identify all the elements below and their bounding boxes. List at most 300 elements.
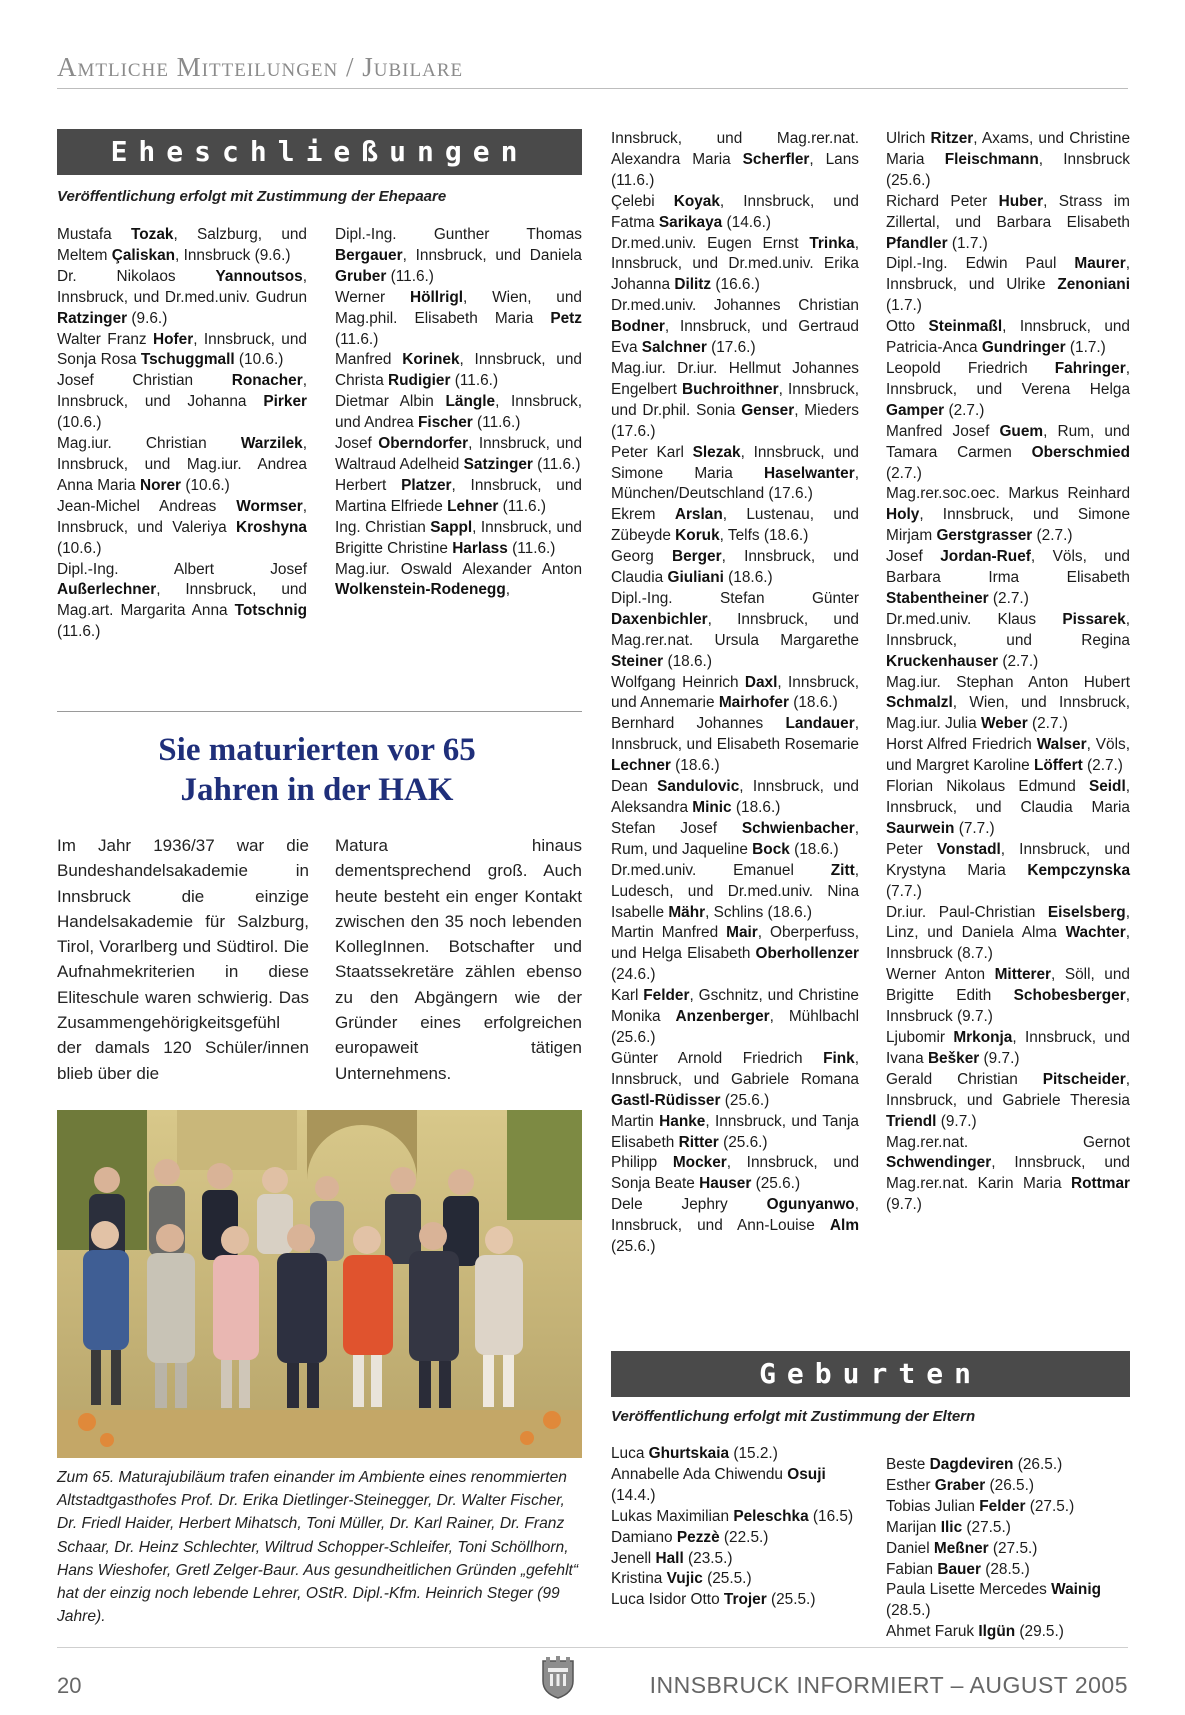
- surname: Fischer: [418, 414, 473, 432]
- group-photo-image: [57, 1110, 582, 1458]
- entry-text: , Gschnitz, und Christine Monika: [611, 987, 859, 1026]
- entry-text: Dipl.-Ing. Albert Josef: [57, 560, 307, 578]
- entry-text: Peter: [886, 840, 937, 858]
- surname: Oberndorfer: [378, 435, 469, 453]
- surname: Triendl: [886, 1112, 937, 1130]
- entry-text: (9.7.): [979, 1049, 1020, 1067]
- list-item: [611, 673, 859, 715]
- photo-caption: Zum 65. Maturajubiläum trafen einander im Ambiente eines renommierten Altstadtgasthofes Prof. Dr. Erika Dietlinger-Steinegger, Dr. Walter Fischer, Dr. Friedl Haider, Herbert Mihatsch, Toni Müller, Dr. Karl Rainer, Dr. Franz Schaar, Dr. Heinz Schlechter, Wiltrud Schopper-Schleifer, Toni Schöllhorn, Hans Wieshofer, Gretl Zelger-Baur. Aus gesundheitlichen Gründen „gefehlt“ hat der einzig noch lebende Lehrer, OStR. Dipl.-Kfm. Heinrich Steger (99 Jahre).: [57, 1469, 579, 1626]
- surname: Pfandler: [886, 234, 948, 252]
- entry-text: Fabian: [886, 1560, 938, 1578]
- marriages-subtitle: Veröffentlichung erfolgt mit Zustimmung der Ehepaare: [57, 188, 447, 205]
- entry-text: , Salzburg, und Meltem: [57, 226, 307, 264]
- entry-text: Richard Peter: [886, 192, 999, 210]
- surname: Tschuggmall: [140, 351, 235, 369]
- surname: Warzilek: [240, 435, 303, 453]
- entry-text: , Lustenau, und Zübeyde: [611, 506, 859, 545]
- surname: Minic: [692, 799, 732, 816]
- surname: Hauser: [699, 1175, 752, 1193]
- list-item: [886, 317, 1130, 359]
- list-item: [611, 714, 859, 777]
- entry-text: (10.6.): [234, 351, 284, 369]
- surname: Koyak: [673, 192, 720, 210]
- entry-text: , Innsbruck, und Krystyna Maria: [886, 840, 1130, 879]
- entry-text: , Mühlbachl (25.6.): [611, 1008, 859, 1046]
- entry-text: (2.7.): [988, 589, 1029, 607]
- entry-text: (10.6.): [57, 539, 102, 557]
- list-item: [57, 434, 307, 497]
- entry-text: Dietmar Albin: [335, 393, 446, 411]
- entry-text: Ulrich: [886, 130, 931, 147]
- entry-text: (14.4.): [611, 1486, 656, 1504]
- list-item: [611, 192, 859, 234]
- births-banner: Geburten: [611, 1351, 1130, 1397]
- surname: Petz: [550, 309, 582, 327]
- entry-text: Luca: [611, 1445, 649, 1462]
- surname: Satzinger: [463, 455, 533, 473]
- entry-text: , Innsbruck, und Sonja Beate: [611, 1154, 859, 1193]
- header-divider: [57, 88, 1128, 89]
- list-item: [611, 1112, 859, 1154]
- surname: Schwendinger: [886, 1154, 992, 1172]
- entry-text: Tobias Julian: [886, 1497, 980, 1515]
- entry-text: (9.6.): [127, 309, 168, 327]
- entry-text: Gerald Christian: [886, 1070, 1043, 1088]
- entry-text: Mag.rer.nat. Gernot: [886, 1133, 1130, 1151]
- entry-text: (11.6.): [386, 267, 434, 285]
- births-subtitle: Veröffentlichung erfolgt mit Zustimmung der Eltern: [611, 1408, 976, 1425]
- footer-divider: [57, 1647, 1128, 1648]
- surname: Vonstadl: [936, 840, 1001, 858]
- entry-text: (11.6.): [532, 455, 581, 473]
- entry-text: , München/Deutschland (17.6.): [611, 464, 859, 503]
- list-item: [611, 589, 859, 673]
- marriages-column-4: [886, 129, 1130, 1216]
- entry-text: (29.5.): [1015, 1623, 1064, 1641]
- entry-text: Philipp: [611, 1154, 673, 1172]
- entry-text: Walter Franz: [57, 330, 154, 348]
- entry-text: , Innsbruck, und Brigitte Christine: [335, 518, 582, 557]
- entry-text: , Rum, und Tamara Carmen: [886, 422, 1130, 461]
- list-item: [611, 777, 859, 819]
- entry-text: , Innsbruck, und Dr.med.univ. Gudrun: [57, 267, 307, 306]
- entry-text: , Oberperfuss, und Helga Elisabeth: [611, 924, 859, 963]
- entry-text: , Innsbruck, und Gabriele Romana: [611, 1049, 859, 1088]
- surname: Totschnig: [234, 602, 307, 620]
- entry-text: , Innsbruck, und Christa: [335, 351, 582, 390]
- entry-text: Innsbruck, und Mag.rer.nat. Alexandra Maria: [611, 130, 859, 168]
- entry-text: (7.7.): [886, 882, 922, 900]
- entry-text: (18.6.): [788, 694, 838, 712]
- surname: Koruk: [675, 527, 720, 545]
- entry-text: , Innsbruck, und Ulrike: [886, 255, 1130, 294]
- surname: Çaliskan: [111, 246, 176, 264]
- headline-line-2: Jahren in der HAK: [180, 772, 454, 808]
- surname: Alm: [829, 1217, 859, 1235]
- surname: Steinmaßl: [928, 318, 1003, 336]
- entry-text: , Innsbruck, und Annemarie: [611, 673, 860, 712]
- entry-text: , Innsbruck, und Simone Maria: [611, 443, 859, 482]
- entry-text: (16.5): [808, 1507, 854, 1525]
- surname: Lechner: [611, 757, 671, 775]
- surname: Eiselsberg: [1047, 903, 1126, 921]
- entry-text: (27.5.): [1025, 1497, 1075, 1515]
- surname: Bešker: [927, 1049, 980, 1067]
- surname: Ilgün: [978, 1623, 1016, 1641]
- entry-text: (11.6.): [472, 414, 521, 432]
- entry-text: Dr.med.univ. Emanuel: [611, 861, 831, 879]
- list-item: [886, 192, 1130, 255]
- surname: Arslan: [674, 506, 723, 524]
- surname: Anzenberger: [675, 1008, 770, 1026]
- entry-text: , Innsbruck, und Verena Helga: [886, 359, 1130, 398]
- article-headline: [57, 730, 577, 810]
- entry-text: Leopold Friedrich: [886, 359, 1055, 377]
- entry-text: Lukas Maximilian: [611, 1507, 734, 1525]
- surname: Dilitz: [674, 276, 712, 294]
- list-item: [886, 840, 1130, 903]
- surname: Ritter: [678, 1133, 719, 1151]
- entry-text: (25.5.): [702, 1570, 752, 1588]
- entry-text: , Innsbruck, und Martina Elfriede: [335, 476, 582, 515]
- entry-text: (17.6.): [706, 339, 756, 357]
- entry-text: (1.7.): [947, 234, 988, 252]
- entry-text: Jenell: [611, 1549, 656, 1567]
- surname: Wachter: [1065, 924, 1126, 942]
- list-item: [611, 359, 859, 443]
- surname: Ratzinger: [57, 309, 128, 327]
- list-item: [611, 923, 859, 986]
- surname: Osuji: [787, 1465, 826, 1483]
- entry-text: Bernhard Johannes: [611, 715, 786, 733]
- list-item: [335, 434, 582, 476]
- surname: Pezzè: [676, 1528, 720, 1546]
- entry-text: Çelebi: [611, 192, 674, 210]
- surname: Ritzer: [930, 130, 974, 147]
- list-item: [57, 560, 307, 644]
- entry-text: , Innsbruck, und Elisabeth Rosemarie: [611, 715, 859, 754]
- entry-text: Mag.iur. Christian: [57, 435, 241, 453]
- entry-text: , Innsbruck (25.6.): [886, 150, 1131, 189]
- entry-text: Mustafa: [57, 226, 132, 243]
- entry-text: , Linz, und Daniela Alma: [886, 903, 1130, 942]
- births-column-2: [886, 1455, 1130, 1643]
- list-item: [886, 1560, 1130, 1581]
- section-divider: [57, 711, 582, 712]
- surname: Gastl-Rüdisser: [611, 1091, 721, 1109]
- surname: Ronacher: [231, 372, 303, 390]
- marriages-banner: Eheschließungen: [57, 129, 582, 175]
- list-item: [611, 1507, 863, 1528]
- entry-text: , Innsbruck, und Tanja Elisabeth: [611, 1112, 859, 1151]
- entry-text: (7.7.): [954, 819, 995, 837]
- surname: Korinek: [402, 351, 460, 369]
- entry-text: (2.7.): [944, 401, 985, 419]
- surname: Tozak: [131, 226, 174, 243]
- entry-text: Horst Alfred Friedrich: [886, 736, 1037, 754]
- entry-text: Otto: [886, 318, 929, 336]
- entry-text: Mag.iur. Stephan Anton Hubert: [886, 673, 1130, 691]
- entry-text: Paula Lisette Mercedes: [886, 1581, 1052, 1599]
- surname: Schmalzl: [886, 694, 953, 712]
- entry-text: , Innsbruck, und Mag.rer.nat. Karin Maria: [886, 1154, 1130, 1193]
- entry-text: (10.6.): [57, 414, 102, 432]
- surname: Jordan-Ruef: [940, 548, 1031, 566]
- entry-text: , Wien, und Mag.phil. Elisabeth Maria: [335, 288, 582, 327]
- entry-text: (2.7.): [886, 464, 922, 482]
- surname: Walser: [1036, 736, 1087, 754]
- surname: Guem: [999, 422, 1044, 440]
- entry-text: (11.6.): [335, 330, 379, 348]
- entry-text: (25.6.): [751, 1175, 801, 1193]
- entry-text: (2.7.): [1082, 757, 1123, 775]
- entry-text: , Ludesch, und Dr.med.univ. Nina Isabelle: [611, 861, 859, 921]
- entry-text: Mag.iur. Oswald Alexander Anton: [335, 560, 582, 578]
- entry-text: (1.7.): [1065, 339, 1106, 357]
- surname: Vujic: [666, 1570, 703, 1588]
- marriages-column-2: [335, 225, 582, 601]
- list-item: [886, 1028, 1130, 1070]
- entry-text: , Innsbruck, und Mag.iur. Andrea Anna Maria: [57, 435, 307, 494]
- list-item: [886, 1622, 1130, 1643]
- article-paragraph-right: Matura hinaus dementsprechend groß. Auch heute besteht ein enger Kontakt zwischen den 35 noch lebenden KollegInnen. Botschafter und Staatssekretäre zählen ebenso zu den Abgängern wie der Gründer eines erfolgreichen europaweit tätigen Unternehmens.: [335, 836, 582, 1083]
- entry-text: (2.7.): [1032, 527, 1073, 545]
- entry-text: Dr.med.univ. Eugen Ernst: [611, 234, 810, 252]
- entry-text: Kristina: [611, 1570, 667, 1588]
- entry-text: , Wien, und Innsbruck, Mag.iur. Julia: [886, 694, 1130, 733]
- list-item: [611, 443, 859, 506]
- surname: Bauer: [937, 1560, 981, 1578]
- entry-text: Mag.rer.soc.oec. Markus Reinhard: [886, 485, 1130, 503]
- entry-text: Dr.iur. Paul-Christian: [886, 903, 1048, 921]
- surname: Gerstgrasser: [936, 527, 1033, 545]
- entry-text: , Rum, und Jaqueline: [611, 819, 859, 858]
- entry-text: , Innsbruck, und Ann-Louise: [611, 1196, 859, 1235]
- surname: Weber: [980, 715, 1028, 733]
- entry-text: (23.5.): [683, 1549, 733, 1567]
- entry-text: , Innsbruck (8.7.): [886, 924, 1130, 963]
- entry-text: , Söll, und Brigitte Edith: [886, 966, 1130, 1005]
- entry-text: , Strass im Zillertal, und Barbara Elisabeth: [886, 192, 1130, 231]
- surname: Zitt: [830, 861, 855, 879]
- surname: Platzer: [401, 476, 452, 494]
- entry-text: , Telfs (18.6.): [719, 527, 809, 545]
- surname: Hanke: [659, 1112, 706, 1130]
- surname: Fink: [823, 1049, 855, 1067]
- entry-text: Manfred Josef: [886, 422, 1000, 440]
- surname: Schobesberger: [1013, 987, 1126, 1005]
- surname: Längle: [445, 393, 496, 411]
- surname: Lehner: [447, 497, 499, 515]
- surname: Wolkenstein-Rodenegg: [335, 581, 506, 599]
- surname: Höllrigl: [410, 288, 464, 306]
- entry-text: (15.2.): [729, 1445, 778, 1462]
- list-item: [886, 1455, 1130, 1476]
- entry-text: , Innsbruck, und Sonja Rosa: [57, 330, 307, 369]
- entry-text: (18.6.): [663, 652, 712, 670]
- surname: Trojer: [723, 1591, 767, 1609]
- list-item: [886, 1133, 1130, 1217]
- surname: Haselwanter: [764, 464, 855, 482]
- list-item: [886, 1497, 1130, 1518]
- city-crest-icon: [540, 1655, 576, 1699]
- list-item: [611, 1465, 863, 1507]
- entry-text: Herbert: [335, 476, 402, 494]
- surname: Rottmar: [1071, 1175, 1130, 1193]
- list-item: [611, 861, 859, 924]
- list-item: [57, 497, 307, 560]
- entry-text: (14.6.): [722, 213, 772, 231]
- list-item: [611, 1153, 859, 1195]
- entry-text: Dipl.-Ing. Gunther Thomas: [335, 226, 582, 243]
- entry-text: Werner: [335, 288, 411, 306]
- list-item: [611, 986, 859, 1049]
- entry-text: , Innsbruck, und Regina: [886, 610, 1130, 649]
- entry-text: (25.5.): [766, 1591, 816, 1609]
- entry-text: , Innsbruck, und Gabriele Theresia: [886, 1070, 1130, 1109]
- entry-text: Stefan Josef: [611, 819, 742, 837]
- entry-text: (11.6.): [57, 623, 101, 641]
- surname: Schwienbacher: [741, 819, 855, 837]
- list-item: [886, 735, 1130, 777]
- entry-text: Dean: [611, 778, 658, 796]
- entry-text: (11.6.): [450, 372, 499, 390]
- entry-text: , Mieders (17.6.): [611, 401, 859, 440]
- list-item: [611, 1049, 859, 1112]
- entry-text: , Innsbruck, und Johanna: [57, 372, 307, 411]
- surname: Trinka: [809, 234, 855, 252]
- surname: Pirker: [263, 393, 307, 411]
- entry-text: Ahmet Faruk: [886, 1623, 979, 1641]
- list-item: [57, 330, 307, 372]
- list-item: [335, 392, 582, 434]
- marriages-column-3: [611, 129, 859, 1258]
- surname: Mair: [726, 924, 758, 942]
- surname: Genser: [741, 401, 795, 419]
- surname: Steiner: [611, 652, 664, 670]
- entry-text: Ing. Christian: [335, 518, 431, 536]
- entry-text: Marijan: [886, 1518, 941, 1536]
- surname: Felder: [643, 987, 690, 1005]
- page-number: 20: [57, 1673, 82, 1698]
- list-item: [886, 1518, 1130, 1539]
- list-item: [611, 505, 859, 547]
- marriages-column-1: [57, 225, 307, 643]
- list-item: [886, 484, 1130, 547]
- entry-text: Esther: [886, 1476, 935, 1494]
- entry-text: (2.7.): [1027, 715, 1068, 733]
- surname: Wormser: [236, 497, 303, 515]
- surname: Peleschka: [733, 1507, 809, 1525]
- entry-text: Jean-Michel Andreas: [57, 497, 237, 515]
- surname: Kroshyna: [236, 518, 307, 536]
- surname: Bodner: [611, 318, 665, 336]
- surname: Salchner: [641, 339, 707, 357]
- entry-text: , Innsbruck, und Gertraud Eva: [611, 318, 859, 357]
- list-item: [335, 225, 582, 288]
- surname: Buchroithner: [681, 380, 779, 398]
- entry-text: , Axams, und Christine Maria: [886, 130, 1131, 168]
- entry-text: Dipl.-Ing. Edwin Paul: [886, 255, 1075, 273]
- surname: Pitscheider: [1042, 1070, 1126, 1088]
- surname: Mähr: [668, 903, 706, 921]
- surname: Hofer: [153, 330, 194, 348]
- entry-text: (16.6.): [711, 276, 760, 294]
- list-item: [335, 560, 582, 602]
- list-item: [611, 1590, 863, 1611]
- list-item: [886, 547, 1130, 610]
- surname: Pissarek: [1062, 610, 1126, 628]
- entry-text: , Innsbruck, und Claudia: [611, 548, 859, 587]
- running-head: Amtliche Mitteilungen / Jubilare: [57, 52, 464, 82]
- entry-text: Daniel: [886, 1539, 934, 1557]
- surname: Gundringer: [981, 339, 1066, 357]
- entry-text: , Innsbruck, und Dr.phil. Sonia: [611, 380, 859, 419]
- entry-text: Ekrem: [611, 506, 675, 524]
- entry-text: (2.7.): [998, 652, 1039, 670]
- entry-text: (28.5.): [980, 1560, 1030, 1578]
- entry-text: , Innsbruck (9.6.): [175, 246, 291, 264]
- surname: Sappl: [430, 518, 473, 536]
- surname: Löffert: [1034, 757, 1083, 775]
- surname: Graber: [934, 1476, 986, 1494]
- entry-text: (24.6.): [611, 966, 656, 984]
- surname: Daxenbichler: [611, 610, 708, 628]
- list-item: [886, 359, 1130, 422]
- entry-text: (9.7.): [936, 1112, 977, 1130]
- surname: Rudigier: [388, 372, 451, 390]
- list-item: [886, 254, 1130, 317]
- entry-text: Martin: [611, 1112, 660, 1130]
- entry-text: , Innsbruck, und Andrea: [335, 393, 582, 432]
- list-item: [886, 673, 1130, 736]
- surname: Meßner: [933, 1539, 989, 1557]
- surname: Stabentheiner: [886, 589, 989, 607]
- entry-text: Karl: [611, 987, 644, 1005]
- entry-text: , Innsbruck, und Valeriya: [57, 497, 307, 536]
- entry-text: Josef Christian: [57, 372, 232, 390]
- births-column-1: [611, 1444, 863, 1611]
- entry-text: Damiano: [611, 1528, 677, 1546]
- list-item: [611, 1528, 863, 1549]
- surname: Kruckenhauser: [886, 652, 999, 670]
- surname: Landauer: [785, 715, 855, 733]
- surname: Dagdeviren: [929, 1456, 1014, 1473]
- surname: Bock: [752, 840, 790, 858]
- group-photo: [57, 1110, 582, 1458]
- entry-text: (25.6.): [720, 1091, 770, 1109]
- surname: Harlass: [452, 539, 508, 557]
- headline-line-1: Sie maturierten vor 65: [158, 732, 476, 768]
- surname: Mocker: [672, 1154, 727, 1172]
- surname: Mitterer: [994, 966, 1052, 984]
- entry-text: (22.5.): [719, 1528, 769, 1546]
- entry-text: Georg: [611, 548, 672, 566]
- surname: Holy: [886, 506, 920, 524]
- surname: Mairhofer: [718, 694, 789, 712]
- entry-text: Josef: [886, 548, 941, 566]
- surname: Oberhollenzer: [755, 945, 859, 963]
- surname: Fleischmann: [944, 150, 1039, 168]
- list-item: [886, 129, 1130, 192]
- entry-text: (18.6.): [731, 799, 781, 816]
- entry-text: , Innsbruck, und Aleksandra: [611, 778, 859, 816]
- surname: Ogunyanwo: [766, 1196, 855, 1214]
- entry-text: , Schlins (18.6.): [705, 903, 813, 921]
- list-item: [611, 296, 859, 359]
- surname: Saurwein: [886, 819, 955, 837]
- surname: Norer: [139, 476, 182, 494]
